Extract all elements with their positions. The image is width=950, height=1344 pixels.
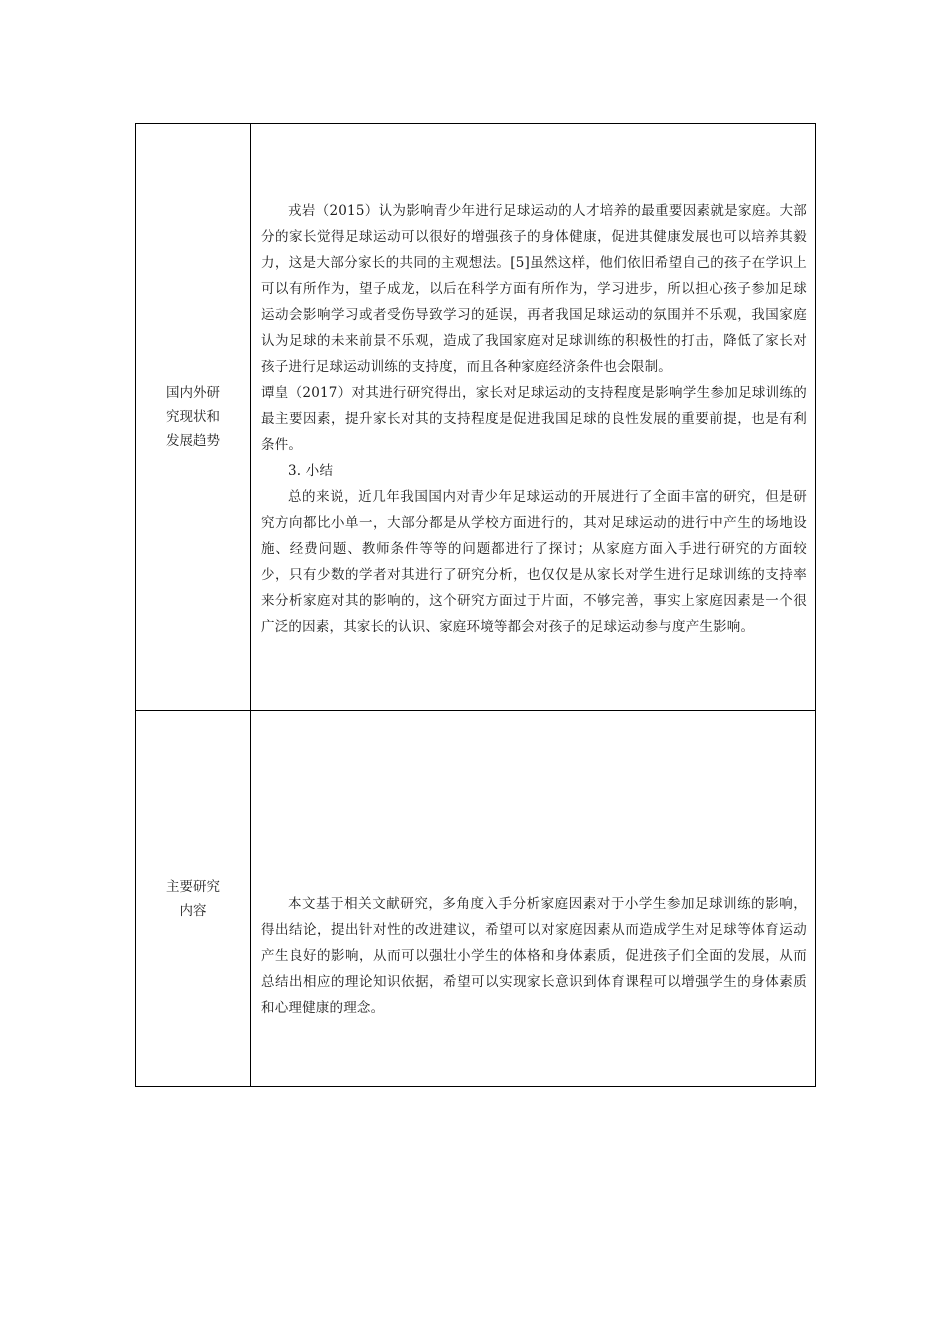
table-row-main-content xyxy=(136,711,816,1087)
content-cell-main-content xyxy=(251,711,816,1087)
label-line: 主要研究 xyxy=(166,878,220,895)
table-row-research-status xyxy=(136,124,816,711)
paragraph: 总的来说，近几年我国国内对青少年足球运动的开展进行了全面丰富的研究，但是研究方向都比小单一，大部分都是从学校方面进行的，其对足球运动的进行中产生的场地设施、经费问题、教师条件等等的问题都进行了探讨；从家庭方面入手进行研究的方面较少，只有少数的学者对其进行了研究分析，也仅仅是从家长对学生进行足球训练的支持率来分析家庭对其的影响的，这个研究方面过于片面，不够完善，事实上家庭因素是一个很广泛的因素，其家长的认识、家庭环境等都会对孩子的足球运动参与度产生影响。 xyxy=(261,488,807,635)
paragraph: 戎岩（2015）认为影响青少年进行足球运动的人才培养的最重要因素就是家庭。大部分的家长觉得足球运动可以很好的增强孩子的身体健康，促进其健康发展也可以培养其毅力，这是大部分家长的共同的主观想法。[5]虽然这样，他们依旧希望自己的孩子在学识上可以有所作为，望子成龙，以后在科学方面有所作为，学习进步，所以担心孩子参加足球运动会影响学习或者受伤导致学习的延误，再者我国足球运动的氛围并不乐观，我国家庭认为足球的未来前景不乐观，造成了我国家庭对足球训练的积极性的打击，降低了家长对孩子进行足球运动训练的支持度，而且各种家庭经济条件也会限制。 xyxy=(261,202,807,375)
label-line: 内容 xyxy=(179,902,207,919)
label-line: 究现状和 xyxy=(166,409,220,425)
label-cell-research-status xyxy=(136,124,251,711)
proposal-table xyxy=(135,123,816,1087)
content-cell-research-status xyxy=(251,124,816,711)
content-block xyxy=(251,777,815,1021)
label-cell-main-content xyxy=(136,711,251,1087)
section-subheading: 3. 小结 xyxy=(288,462,334,479)
paragraph: 谭皇（2017）对其进行研究得出，家长对足球运动的支持程度是影响学生参加足球训练的最主要因素，提升家长对其的支持程度是促进我国足球的良性发展的重要前提，也是有利条件。 xyxy=(261,384,807,453)
paragraph: 本文基于相关文献研究，多角度入手分析家庭因素对于小学生参加足球训练的影响，得出结论，提出针对性的改进建议，希望可以对家庭因素从而造成学生对足球等体育运动产生良好的影响，从而可以强壮小学生的体格和身体素质，促进孩子们全面的发展，从而总结出相应的理论知识依据，希望可以实现家长意识到体育课程可以增强学生的身体素质和心理健康的理念。 xyxy=(261,895,807,1016)
label-line: 国内外研 xyxy=(166,385,220,401)
label-line: 发展趋势 xyxy=(166,433,220,449)
content-block xyxy=(251,195,815,640)
